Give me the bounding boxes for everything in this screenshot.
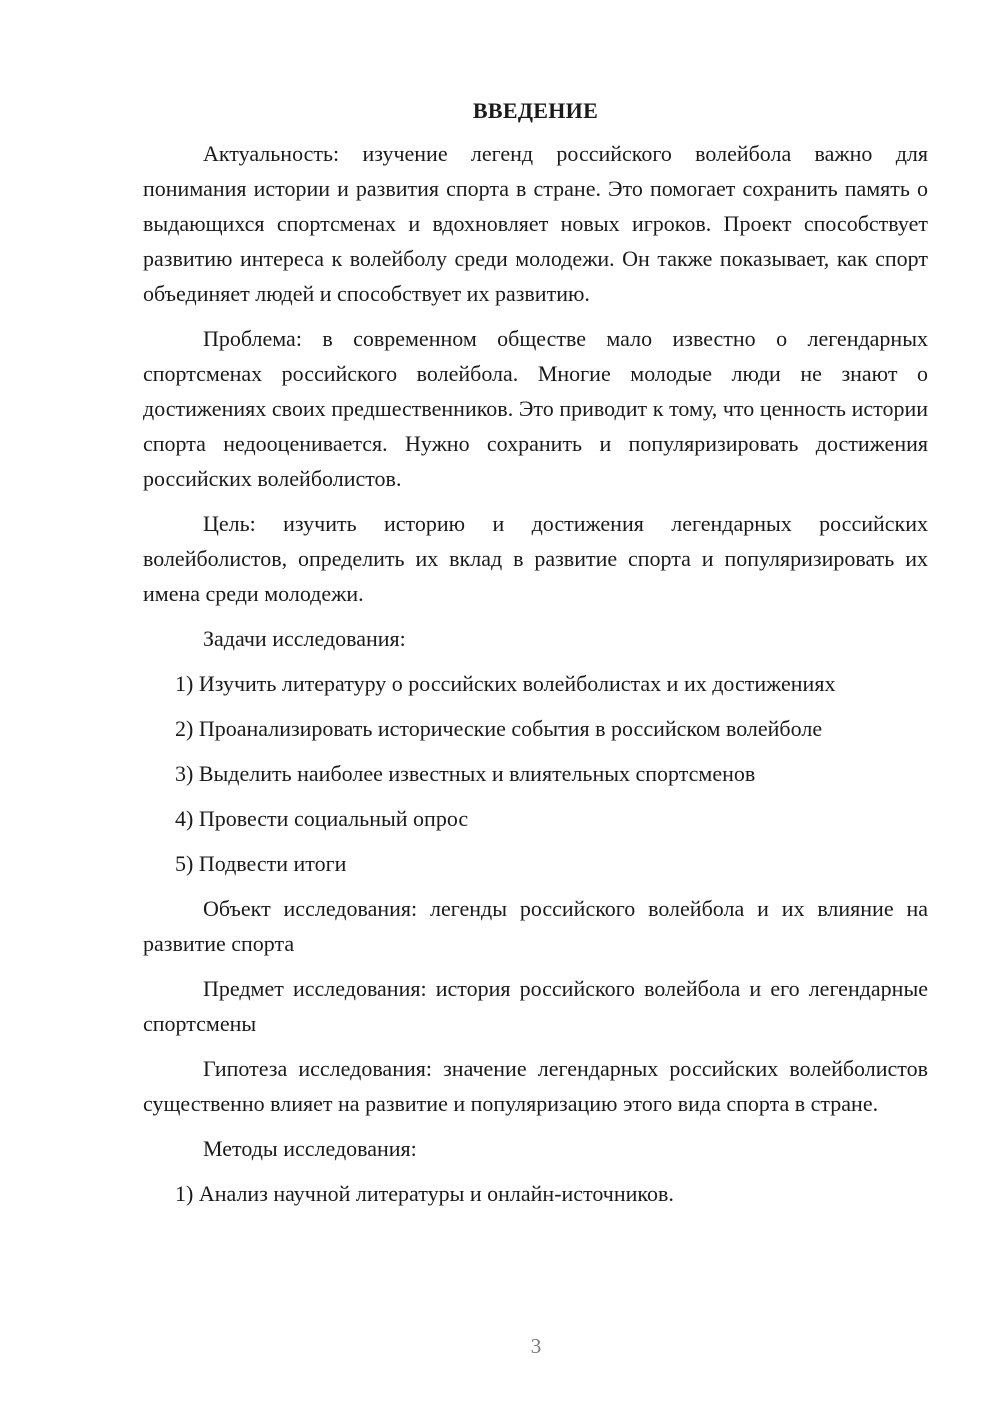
subject-paragraph: Предмет исследования: история российского волейбола и его легендарные спортсмены	[143, 976, 928, 1036]
section-heading: ВВЕДЕНИЕ	[472, 98, 599, 123]
task-item: 4) Провести социальный опрос	[175, 806, 469, 831]
relevance-paragraph: Актуальность: изучение легенд российского волейбола важно для понимания истории и развития спорта в стране. Это помогает сохранить память о выдающихся спортсменах и вдохновляет новых игроков. Проект способствует развитию интереса к волейболу среди молодежи. Он также показывает, как спорт объединяет людей и способствует их развитию.	[143, 141, 928, 306]
tasks-list	[143, 666, 928, 881]
object-paragraph: Объект исследования: легенды российского волейбола и их влияние на развитие спорта	[143, 896, 928, 956]
page-number: 3	[530, 1334, 542, 1358]
page-content	[143, 96, 928, 1221]
methods-title: Методы исследования:	[203, 1136, 417, 1161]
methods-list	[143, 1176, 928, 1211]
problem-paragraph: Проблема: в современном обществе мало известно о легендарных спортсменах российского волейбола. Многие молодые люди не знают о достижениях своих предшественников. Это приводит к тому, что ценность истории спорта недооценивается. Нужно сохранить и популяризировать достижения российских волейболистов.	[143, 326, 928, 491]
task-item: 5) Подвести итоги	[175, 851, 347, 876]
goal-paragraph: Цель: изучить историю и достижения легендарных российских волейболистов, определить их вклад в развитие спорта и популяризировать их имена среди молодежи.	[143, 511, 928, 606]
task-item: 2) Проанализировать исторические события в российском волейболе	[175, 716, 823, 741]
task-item: 3) Выделить наиболее известных и влиятельных спортсменов	[175, 761, 756, 786]
hypothesis-paragraph: Гипотеза исследования: значение легендарных российских волейболистов существенно влияет на развитие и популяризацию этого вида спорта в стране.	[143, 1056, 928, 1116]
task-item: 1) Изучить литературу о российских волейболистах и их достижениях	[175, 671, 836, 696]
tasks-title: Задачи исследования:	[203, 626, 406, 651]
method-item: 1) Анализ научной литературы и онлайн-источников.	[175, 1181, 674, 1206]
